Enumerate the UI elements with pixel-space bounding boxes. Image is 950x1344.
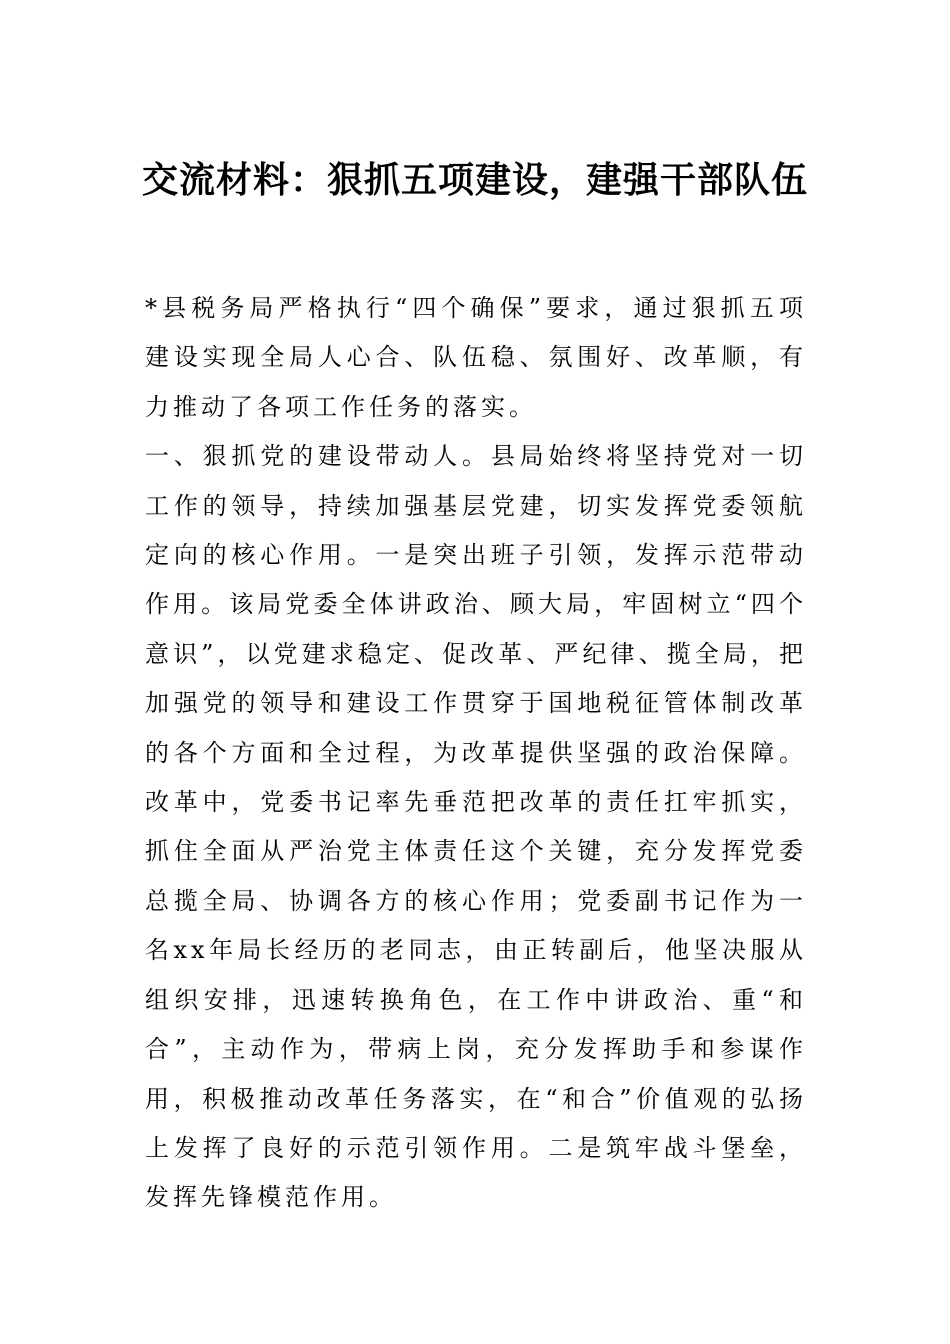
- document-body: [145, 284, 807, 1223]
- document-title: 交流材料：狠抓五项建设，建强干部队伍: [141, 159, 808, 201]
- paragraph-section-one: 一、狠抓党的建设带动人。县局始终将坚持党对一切工作的领导，持续加强基层党建，切实发挥党委领航定向的核心作用。一是突出班子引领，发挥示范带动作用。该局党委全体讲政治、顾大局，牢固树立“四个意识”，以党建求稳定、促改革、严纪律、揽全局，把加强党的领导和建设工作贯穿于国地税征管体制改革的各个方面和全过程，为改革提供坚强的政治保障。改革中，党委书记率先垂范把改革的责任扛牢抓实，抓住全面从严治党主体责任这个关键，充分发挥党委总揽全局、协调各方的核心作用；党委副书记作为一名xx年局长经历的老同志，由正转副后，他坚决服从组织安排，迅速转换角色，在工作中讲政治、重“和合”，主动作为，带病上岗，充分发挥助手和参谋作用，积极推动改革任务落实，在“和合”价值观的弘扬上发挥了良好的示范引领作用。二是筑牢战斗堡垒，发挥先锋模范作用。: [145, 442, 807, 1212]
- paragraph-intro: *县税务局严格执行“四个确保”要求，通过狠抓五项建设实现全局人心合、队伍稳、氛围好、改革顺，有力推动了各项工作任务的落实。: [145, 294, 807, 421]
